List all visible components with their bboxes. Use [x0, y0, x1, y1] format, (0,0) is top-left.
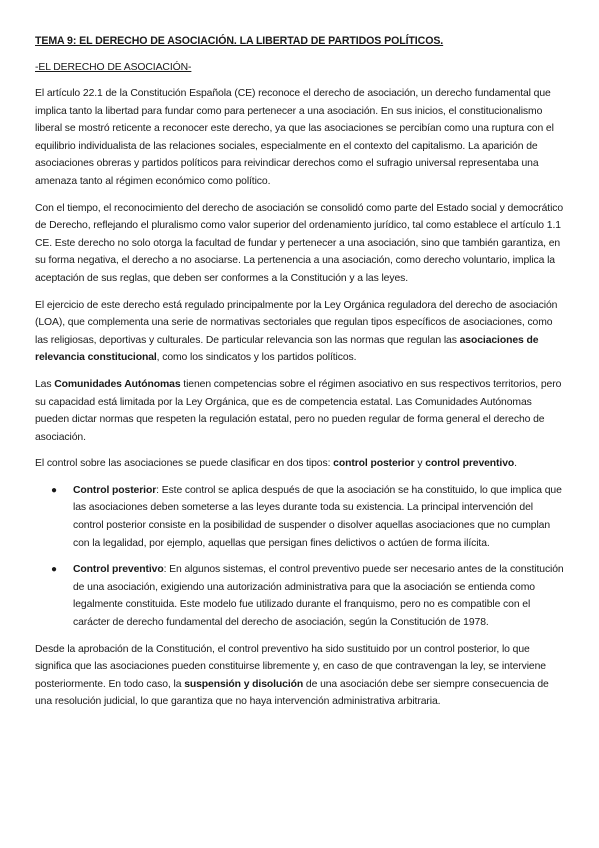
paragraph-5-text-a: El control sobre las asociaciones se puede clasificar en dos tipos: [35, 458, 334, 470]
paragraph-5-text-end: . [514, 458, 517, 470]
section-heading: -EL DERECHO DE ASOCIACIÓN- [35, 62, 192, 73]
bullet-term: Control preventivo [73, 564, 164, 576]
bullet-dot-icon: ● [51, 484, 57, 496]
page-title: TEMA 9: EL DERECHO DE ASOCIACIÓN. LA LIBERTAD DE PARTIDOS POLÍTICOS. [35, 35, 444, 47]
paragraph-4-text-b: tienen competencias sobre el régimen asociativo en sus respectivos territorios, pero su capacidad está limitada por la Ley Orgánica, que es de competencia estatal. Las Comunidades Autónomas pueden dictar normas que respeten la regulación estatal, pero no pueden regular de forma general el derecho de asociación. [35, 378, 562, 443]
paragraph-3 [35, 297, 565, 367]
bullet-text: : En algunos sistemas, el control preventivo puede ser necesario antes de la constitución de una asociación, exigiendo una autorización administrativa para que la asociación se entienda como legalmente constituida. Este modelo fue utilizado durante el franquismo, pero no es compatible con el carácter de derecho fundamental del derecho de asociación, según la Constitución de 1978. [73, 564, 564, 629]
paragraph-5-bold-2: control preventivo [425, 458, 515, 470]
paragraph-6-text-b: de una asociación debe ser siempre consecuencia de una resolución judicial, lo que garantiza que no haya intervención administrativa arbitraria. [35, 678, 549, 708]
bullet-text: : Este control se aplica después de que la asociación se ha constituido, lo que implica que las asociaciones deben someterse a las leyes durante toda su existencia. La principal intervención del control posterior consiste en la posibilidad de suspender o disolver aquellas asociaciones que no cumplan con la legalidad, por ejemplo, aquellas que persigan fines delictivos o actúen de forma ilícita. [73, 484, 562, 549]
bullet-term: Control posterior [73, 484, 157, 496]
bullet-dot-icon: ● [51, 564, 57, 576]
paragraph-3-text-a: El ejercicio de este derecho está regulado principalmente por la Ley Orgánica reguladora del derecho de asociación (LOA), que complementa una serie de normativas sectoriales que regulan tipos específicos de asociaciones, como las religiosas, deportivas y culturales. De particular relevancia son las normas que regulan las [35, 299, 558, 346]
document-body [35, 33, 565, 720]
paragraph-6-text-a: Desde la aprobación de la Constitución, el control preventivo ha sido sustituido por un control posterior, lo que significa que las asociaciones pueden constituirse libremente y, en caso de que contravengan la ley, se interviene posteriormente. En todo caso, la [35, 643, 546, 690]
paragraph-4-bold: Comunidades Autónomas [54, 378, 181, 390]
paragraph-5-text-mid: y [414, 458, 426, 470]
paragraph-6 [35, 641, 565, 711]
bullet-list [35, 482, 565, 632]
paragraph-3-bold: asociaciones de relevancia constitucional [35, 334, 539, 364]
paragraph-6-bold: suspensión y disolución [184, 678, 304, 690]
paragraph-3-text-b: , como los sindicatos y los partidos políticos. [156, 352, 357, 364]
paragraph-4-text-a: Las [35, 378, 55, 390]
paragraph-1: El artículo 22.1 de la Constitución Española (CE) reconoce el derecho de asociación, un derecho fundamental que implica tanto la libertad para fundar como para pertenecer a una asociación. En sus inicios, el constitucionalismo liberal se mostró reticente a reconocer este derecho, ya que las asociaciones se percibían como una ruptura con el equilibrio individualista de las relaciones sociales, especialmente en el contexto del capitalismo. La aparición de asociaciones obreras y partidos políticos para reivindicar derechos como el sufragio universal representaba una amenaza tanto al régimen económico como político. [35, 88, 554, 187]
paragraph-4 [35, 376, 565, 446]
paragraph-5 [35, 455, 565, 473]
paragraph-5-bold-1: control posterior [333, 458, 415, 470]
list-item [35, 482, 565, 552]
paragraph-2: Con el tiempo, el reconocimiento del derecho de asociación se consolidó como parte del Estado social y democrático de Derecho, reflejando el pluralismo como valor superior del ordenamiento jurídico, tal como establece el artículo 1.1 CE. Este derecho no solo otorga la facultad de fundar y pertenecer a una asociación, sino que también garantiza, en su forma negativa, el derecho a no asociarse. La pertenencia a una asociación, como derecho voluntario, implica la aceptación de sus reglas, que deben ser conformes a la Constitución y a las leyes. [35, 202, 564, 284]
list-item [35, 561, 565, 631]
